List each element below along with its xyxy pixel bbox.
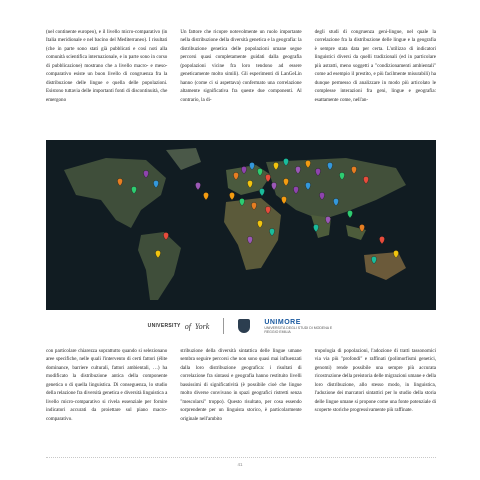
- paragraph: (nel continente europeo), e il livello micro-comparativo (in Italia meridionale e nel bacino del Mediterraneo). I risultati (che in parte sono stati già pubblicati e così noti alla comunità scientifica internazionale, e in parte sono in corso di pubblicazione) mostrano che a livello macro- e meso-comparativo esiste un buon livello di congruenza fra la distribuzione delle lingue e quella delle popolazioni. Esistono tuttavia delle importanti fonti di discontinuità, che emergono: [46, 29, 168, 103]
- text-column-3: [315, 28, 436, 104]
- world-map-svg: [46, 140, 436, 310]
- bottom-text-block: [46, 347, 436, 423]
- page-number: 41: [237, 462, 243, 467]
- logos-bar: [46, 310, 436, 342]
- paragraph: Un fattore che ricopre notevolmente un ruolo importante nella distribuzione della diversità genetica e la geografia: la distribuzione genetica delle popolazioni umane segue percorsi quasi completamente guidati dalla geografia (popolazioni vicine fra loro tendono ad essere geneticamente molto simili). Gli esperimenti di LanGeLin hanno (come ci si aspettava) confermato una correlazione altamente significativa fra queste due componenti. Al contrario, la di-: [180, 29, 302, 103]
- york-of: of: [184, 321, 191, 331]
- unimore-logo: [264, 319, 334, 334]
- world-map-image: [46, 140, 436, 310]
- unimore-name: UNIMORE: [264, 318, 301, 326]
- york-name: York: [194, 321, 210, 331]
- paragraph: con particolare chiarezza soprattutto quando si selezionano aree specifiche, nelle quali l'intervento di certi fattori (élite dominance, barriere culturali, fattori ambientali, …) ha modificato la distribuzione antica della componente genetica o di quella linguistica. Di conseguenza, lo studio della relazione fra diversità genetica e diversità linguistica a livello micro-comparativo si rivela essenziale per fornire indicatori accurati da proiettare sul piano macro-comparativo.: [46, 348, 168, 422]
- logo-divider: [223, 318, 224, 334]
- unimore-subtitle: UNIVERSITÀ DEGLI STUDI DI MODENA E REGGIO EMILIA: [264, 325, 333, 334]
- paragraph: tropologia di popolazioni, l'adozione di tratti tassonomici via via più "profondi" e raffinati (polimorfismi genetici, genomi) rende possibile una sempre più accurata ricostruzione della preistoria delle migrazioni umane e della loro distribuzione, allo stesso modo, in linguistica, l'adozione dei marcatori sintattici per lo studio della storia delle lingue umane si propone come una fonte potenziale di scoperte storiche progressivamente più raffinate.: [314, 348, 436, 414]
- text-column-3: [315, 347, 436, 423]
- crest-icon: [238, 319, 250, 333]
- york-prefix: UNIVERSITY: [147, 323, 181, 329]
- university-of-york-logo: [148, 322, 210, 331]
- text-column-1: [46, 28, 167, 104]
- footer-rule: [46, 457, 436, 458]
- text-column-1: [46, 347, 167, 423]
- text-column-2: [180, 347, 301, 423]
- paragraph: degli studi di congruenza geni-lingue, nel quale la correlazione fra la distribuzione delle lingue e la geografia è sempre stata data per certa. L'utilizzo di indicatori linguistici diversi da quelli tradizionali (ed in particolare più astratti, meno soggetti a "condizionamenti ambientali" come ad esempio il prestito, e più facilmente misurabili) ha dunque permesso di analizzare in modo più articolato le complesse interazioni fra geni, lingue e geografia: esattamente come, nell'an-: [314, 29, 436, 103]
- paragraph: stribuzione della diversità sintattica delle lingue umane sembra seguire percorsi che non sono quasi mai influenzati dalla loro distribuzione geografica: i risultati di correlazione fra sintassi e geografia hanno restituito livelli bassissimi di significatività (è possibile cioè che lingue molto diverse convivano in spazi geografici ristretti senza "mescolarsi" troppo). Questo risultato, per cosa essendo sorprendente per un linguista storico, è particolarmente originale nell'ambito: [180, 348, 302, 422]
- top-text-block: [46, 28, 436, 104]
- text-column-2: [180, 28, 301, 104]
